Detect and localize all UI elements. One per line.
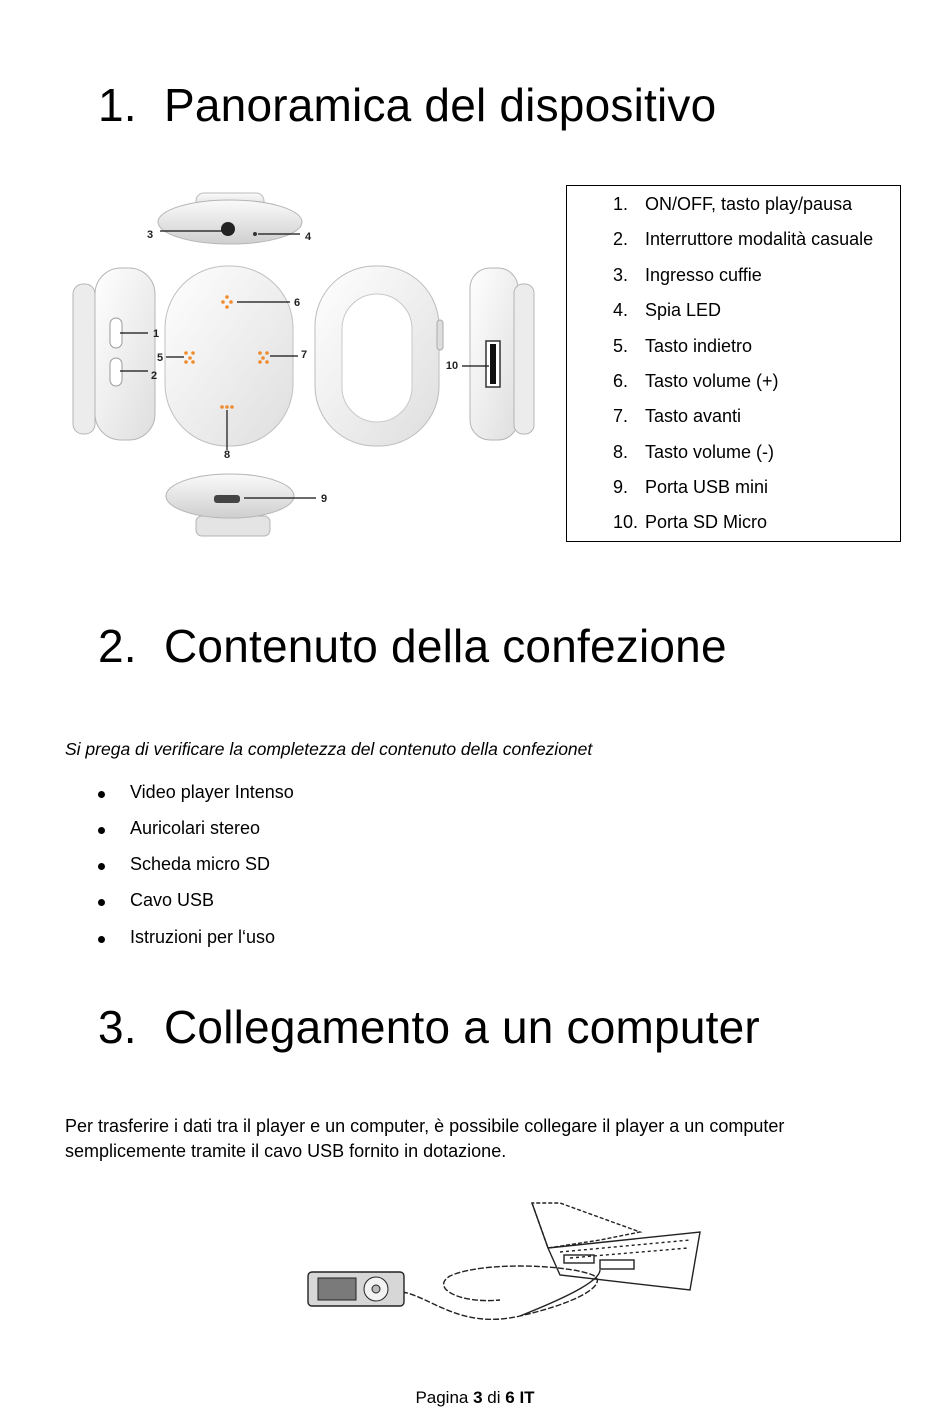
footer-total-pages: 6 IT xyxy=(505,1388,535,1407)
callout-10: 10 xyxy=(445,360,459,372)
legend-item: 4. Spia LED xyxy=(613,300,722,320)
callout-9: 9 xyxy=(320,493,328,505)
player-illustration xyxy=(308,1272,404,1306)
legend-item: 5. Tasto indietro xyxy=(613,336,753,356)
section-2-title: Contenuto della confezione xyxy=(164,620,727,672)
section-3-title: Collegamento a un computer xyxy=(164,1001,760,1053)
section-1-number: 1. xyxy=(98,79,137,131)
section-3-number: 3. xyxy=(98,1001,137,1053)
footer-prefix: Pagina xyxy=(415,1388,474,1407)
callout-5: 5 xyxy=(156,352,164,364)
footer-page-number: 3 xyxy=(473,1388,483,1407)
callout-4: 4 xyxy=(304,231,312,243)
page-footer xyxy=(0,1388,950,1408)
legend-item: 3. Ingresso cuffie xyxy=(613,265,762,285)
callout-7: 7 xyxy=(300,349,308,361)
legend-item: 1. ON/OFF, tasto play/pausa xyxy=(613,194,853,214)
legend-item: 7. Tasto avanti xyxy=(613,406,742,426)
callout-1: 1 xyxy=(152,328,160,340)
legend-item: 6. Tasto volume (+) xyxy=(613,371,779,391)
section-1-title: Panoramica del dispositivo xyxy=(164,79,717,131)
connect-paragraph: Per trasferire i dati tra il player e un computer, è possibile collegare il player a un computer semplicemente tramite il cavo USB fornito in dotazione. xyxy=(65,1116,785,1161)
callout-3: 3 xyxy=(146,229,154,241)
legend-item: 9. Porta USB mini xyxy=(613,477,769,497)
section-2-number: 2. xyxy=(98,620,137,672)
contents-intro: Si prega di verificare la completezza del contenuto della confezionet xyxy=(65,739,593,759)
callout-2: 2 xyxy=(150,370,158,382)
legend-item: 10. Porta SD Micro xyxy=(613,512,768,532)
footer-middle: di xyxy=(482,1388,506,1407)
legend-item: 2. Interruttore modalità casuale xyxy=(613,229,874,249)
callout-8: 8 xyxy=(223,449,231,461)
legend-item: 8. Tasto volume (-) xyxy=(613,442,775,462)
callout-6: 6 xyxy=(293,297,301,309)
